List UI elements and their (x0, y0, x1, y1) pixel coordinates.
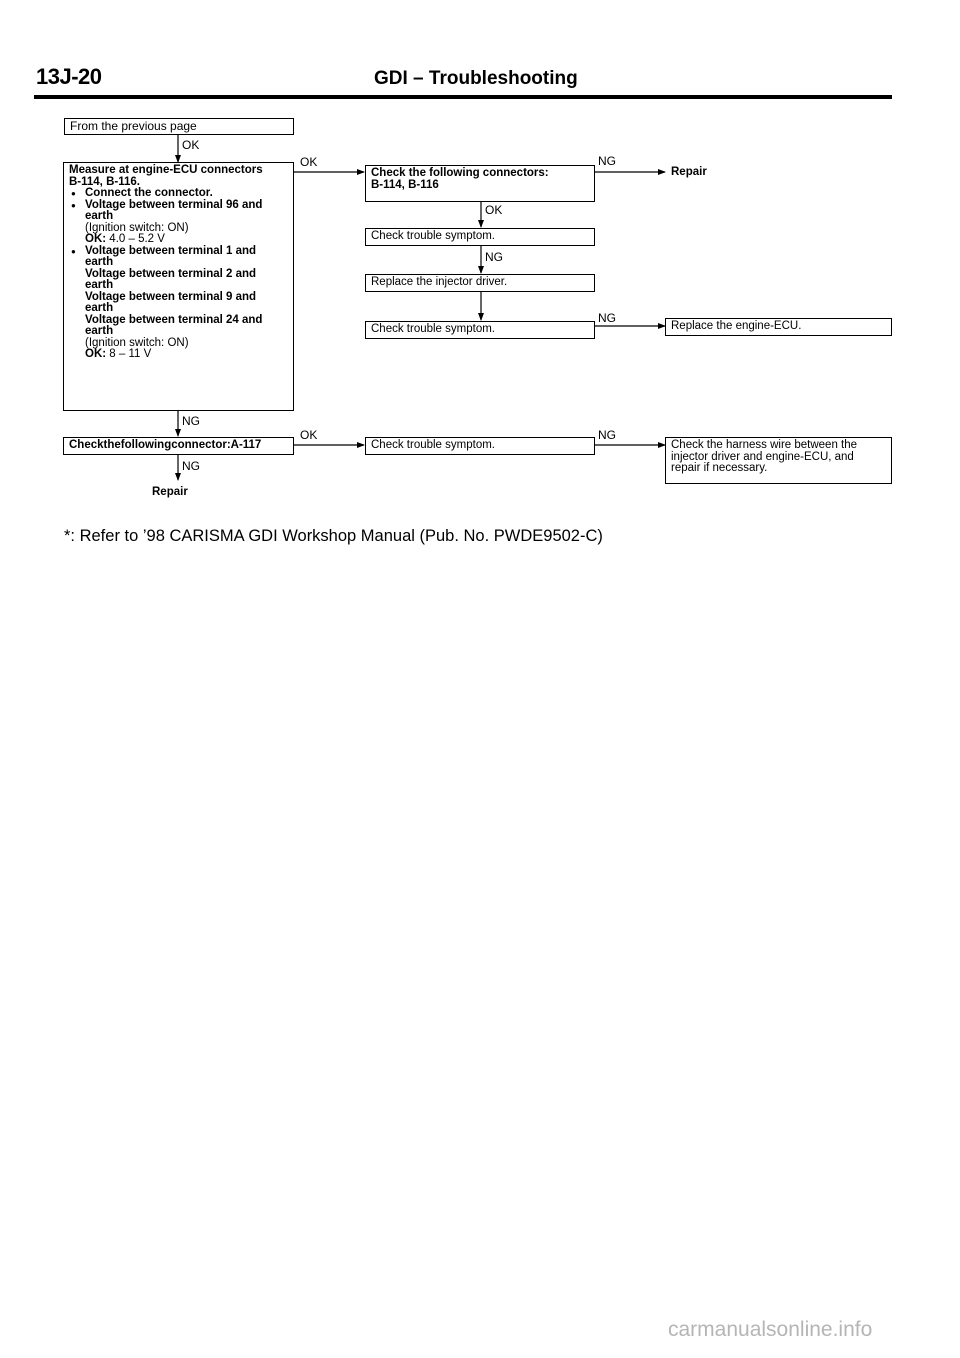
check-trouble-symptom-box-3: Check trouble symptom. (365, 437, 595, 455)
from-previous-page-box: From the previous page (64, 118, 294, 135)
ng-label-a117: NG (182, 459, 200, 473)
watermark: carmanualsonline.info (668, 1318, 873, 1341)
check-connector-a117-box: Checkthefollowingconnector:A-117 (63, 437, 294, 455)
ng-label-symptom1: NG (485, 250, 503, 264)
ng-label-connectors: NG (598, 154, 616, 168)
page-title: GDI – Troubleshooting (374, 68, 578, 89)
check-trouble-symptom-box-2: Check trouble symptom. (365, 321, 595, 339)
repair-label-connectors: Repair (671, 166, 707, 178)
ok-label-measure: OK (300, 155, 318, 169)
replace-engine-ecu-box: Replace the engine-ECU. (665, 318, 892, 336)
measure-ecu-connectors-box: Measure at engine-ECU connectors B-114, B-116. ● Connect the connector. ● Voltage between terminal 96 and earth (Ignition switch: ON) OK: 4.0 – 5.2 V ● Voltage between terminal 1 and earth Voltage between terminal 2 and earth Voltage between terminal 9 and earth Voltage between terminal 24 and earth (Ignition switch: ON) OK: 8 – 11 V (63, 162, 294, 411)
ok-label-connectors: OK (485, 203, 503, 217)
replace-injector-driver-box: Replace the injector driver. (365, 274, 595, 292)
check-harness-wire-box: Check the harness wire between the injector driver and engine-ECU, and repair if necessary. (665, 437, 892, 484)
ng-label-symptom3: NG (598, 428, 616, 442)
check-trouble-symptom-box-1: Check trouble symptom. (365, 228, 595, 246)
repair-label-a117: Repair (152, 486, 188, 498)
ok-label-prev: OK (182, 138, 200, 152)
ng-label-symptom2: NG (598, 311, 616, 325)
check-connectors-b114-b116-box: Check the following connectors: B-114, B-116 (365, 165, 595, 202)
page-code: 13J-20 (36, 64, 102, 89)
footnote: *: Refer to ’98 CARISMA GDI Workshop Manual (Pub. No. PWDE9502-C) (64, 527, 603, 545)
ng-label-measure: NG (182, 414, 200, 428)
ok-label-a117: OK (300, 428, 318, 442)
